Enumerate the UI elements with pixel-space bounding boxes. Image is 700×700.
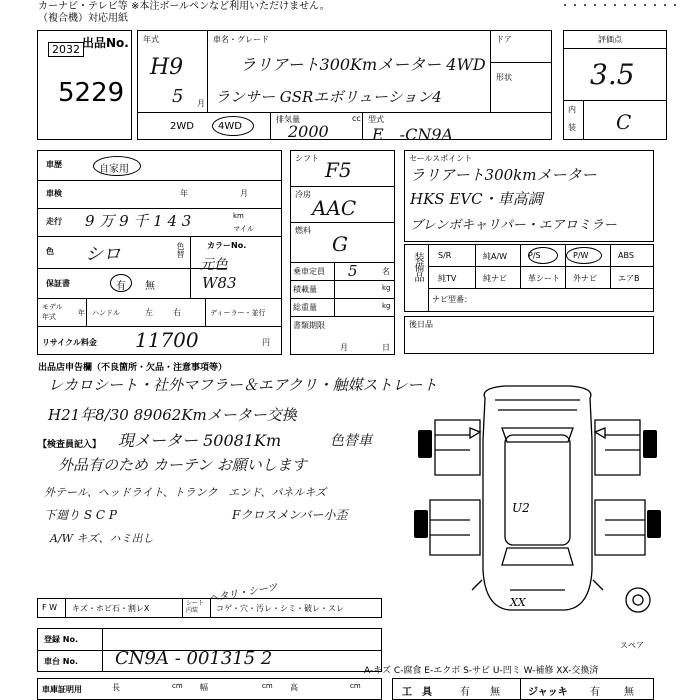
notes-label: 後日品 bbox=[409, 320, 433, 329]
damage-mark-u2: U2 bbox=[512, 501, 530, 515]
recycle-label: リサイクル料金 bbox=[42, 338, 97, 347]
warranty-no: 無 bbox=[145, 281, 155, 292]
color-label: 色 bbox=[46, 247, 54, 256]
drive-2wd: 2WD bbox=[170, 121, 194, 132]
model-year-label1: モデル bbox=[42, 303, 63, 311]
equipment-item: P/S bbox=[528, 251, 541, 260]
interior-label1: 内 bbox=[568, 105, 576, 114]
sales-point-line2: HKS EVC・車高調 bbox=[410, 190, 543, 208]
navi-label: ナビ型番： bbox=[432, 295, 472, 304]
displacement-value: 2000 bbox=[288, 122, 329, 141]
doc-deadline-label: 書類期限 bbox=[293, 321, 325, 330]
damage-legend: A-キズ C-腐食 E-エクボ S-サビ U-凹ミ W-補修 XX-交換済 bbox=[364, 666, 599, 676]
score-value: 3.5 bbox=[590, 58, 635, 91]
shaken-month: 月 bbox=[240, 189, 248, 198]
month-unit: 月 bbox=[197, 99, 205, 108]
report-line2: H21年8/30 89062Kmメーター交換 bbox=[48, 406, 297, 424]
tool-no: 無 bbox=[490, 687, 500, 698]
color-change: 色替 bbox=[176, 242, 185, 258]
name-line1: ラリアート300Kmメーター 4WD bbox=[240, 55, 486, 74]
sales-point-line3: ブレンボキャリパー・エアロミラー bbox=[410, 218, 617, 233]
header-line2: （複合機）対応用紙 bbox=[38, 13, 128, 24]
lot-stamp: 2032 bbox=[48, 42, 84, 57]
interior-seat: シート内装 bbox=[186, 600, 205, 614]
interior-label2: 装 bbox=[568, 123, 576, 132]
cert-height-unit: cm bbox=[350, 682, 361, 690]
notes-box bbox=[404, 316, 654, 354]
jack-label: ジャッキ bbox=[528, 687, 568, 698]
damage-mark-xx: XX bbox=[510, 596, 526, 609]
model-year-label2: 年式 bbox=[42, 313, 56, 321]
displacement-label: 排気量 bbox=[276, 115, 300, 124]
handle-right: 右 bbox=[173, 308, 181, 317]
cert-label: 車庫証明用 bbox=[42, 685, 82, 694]
spare-label: スペア bbox=[620, 641, 644, 650]
equipment-item: 純TV bbox=[438, 274, 457, 283]
interior-value: C bbox=[616, 110, 632, 134]
history-option: 自家用 bbox=[99, 164, 129, 175]
ac-value: AAC bbox=[312, 196, 357, 220]
model-label: 型式 bbox=[368, 115, 384, 124]
shift-value: F5 bbox=[325, 158, 352, 182]
capacity-unit: 名 bbox=[382, 267, 390, 276]
doc-day: 日 bbox=[382, 343, 390, 352]
fuel-value: G bbox=[332, 232, 348, 256]
report-label: 出品店申告欄（不良箇所・欠品・注意事項等） bbox=[38, 363, 228, 373]
equipment-item: 革シート bbox=[528, 274, 560, 283]
month-value: 5 bbox=[172, 86, 184, 107]
lot-number: 5229 bbox=[58, 78, 125, 108]
report-line5: 外テール、ヘッドライト、トランク エンド、パネルキズ bbox=[44, 486, 327, 499]
history-label: 車歴 bbox=[46, 160, 62, 169]
mileage-label: 走行 bbox=[46, 217, 62, 226]
equipment-item: P/W bbox=[573, 251, 589, 260]
reg-label: 登録 No. bbox=[44, 635, 79, 644]
report-line4: 外品有のため カーテン お願いします bbox=[58, 456, 307, 474]
warranty-label: 保証書 bbox=[46, 279, 70, 288]
ac-label: 冷房 bbox=[295, 190, 311, 199]
header-top-right: ・・・・・・・・・・・・ bbox=[560, 1, 680, 12]
name-line2: ランサー GSRエボリューション4 bbox=[215, 88, 442, 106]
load-unit: kg bbox=[382, 284, 391, 292]
shift-label: シフト bbox=[295, 154, 319, 163]
doors-label: ドア bbox=[496, 35, 512, 44]
inspector-label: 【検査員記入】 bbox=[38, 440, 102, 450]
fuel-label: 燃料 bbox=[295, 226, 311, 235]
jack-no: 無 bbox=[624, 687, 634, 698]
shaken-year: 年 bbox=[180, 189, 188, 198]
report-line6: 下廻り S C P bbox=[44, 508, 117, 522]
equipment-item: 純ナビ bbox=[483, 274, 507, 283]
tool-yes: 有 bbox=[460, 687, 470, 698]
equipment-item: S/R bbox=[438, 251, 452, 260]
handle-label: ハンドル bbox=[92, 309, 120, 317]
cert-len-unit: cm bbox=[172, 682, 183, 690]
displacement-unit: cc bbox=[352, 114, 361, 123]
mileage-value: 9 万 9 千 1 4 3 bbox=[85, 212, 192, 230]
lot-label: 出品No. bbox=[82, 36, 129, 50]
interior-annotation: ヘタリ・シーツ bbox=[207, 582, 279, 605]
load-label: 積載量 bbox=[293, 285, 317, 294]
cert-width: 幅 bbox=[200, 683, 208, 692]
mileage-unit2: マイル bbox=[233, 225, 254, 233]
score-label: 評価点 bbox=[598, 35, 622, 44]
car-diagram bbox=[410, 380, 665, 620]
cert-box bbox=[37, 678, 382, 700]
color-no: W83 bbox=[202, 274, 237, 292]
equipment-item: 外ナビ bbox=[573, 274, 597, 283]
dealer-label: ディーラー・並行 bbox=[210, 309, 266, 317]
equipment-label: 装備品 bbox=[412, 252, 423, 282]
equipment-item: 純A/W bbox=[483, 252, 508, 261]
pw-circle bbox=[566, 247, 602, 264]
header-line1: カーナビ・テレビ等 ※本注ボールペンなど利用いただけません。 bbox=[38, 1, 330, 12]
equipment-item: ABS bbox=[618, 251, 634, 260]
sales-point-line1: ラリアート300kmメーター bbox=[410, 166, 597, 184]
shape-label: 形状 bbox=[496, 73, 512, 82]
color-no-label: カラーNo. bbox=[207, 241, 247, 250]
year-label: 年式 bbox=[143, 35, 159, 44]
report-line3: 現メーター 50081Km bbox=[118, 431, 282, 450]
chassis-label: 車台 No. bbox=[44, 657, 79, 666]
doc-month: 月 bbox=[340, 343, 348, 352]
interior-exterior-types: キズ・ホビ石・割レX bbox=[72, 604, 150, 613]
warranty-yes: 有 bbox=[116, 281, 126, 292]
drive-4wd: 4WD bbox=[218, 121, 242, 132]
cert-len: 長 bbox=[112, 683, 120, 692]
jack-yes: 有 bbox=[590, 687, 600, 698]
model-year-unit: 年 bbox=[78, 309, 85, 317]
report-line3b: 色替車 bbox=[330, 433, 372, 449]
interior-types: コゲ・穴・汚レ・シミ・破レ・スレ bbox=[216, 604, 344, 613]
report-line6b: Fクロスメンバー小歪 bbox=[232, 508, 348, 522]
capacity-value: 5 bbox=[348, 262, 358, 280]
model-value: E -CN9A bbox=[372, 125, 454, 144]
recycle-unit: 円 bbox=[262, 338, 270, 347]
color-orig: 元色 bbox=[200, 257, 228, 273]
name-label: 車名・グレード bbox=[213, 35, 269, 44]
shaken-label: 車検 bbox=[46, 189, 62, 198]
ps-circle bbox=[528, 247, 558, 264]
chassis-value: CN9A - 001315 2 bbox=[115, 648, 273, 669]
report-line1: レカロシート・社外マフラー＆エアクリ・触媒ストレート bbox=[48, 376, 438, 394]
capacity-label: 乗車定員 bbox=[293, 267, 325, 276]
equipment-item: エアB bbox=[618, 274, 640, 283]
interior-fw: F W bbox=[42, 603, 58, 612]
sales-point-label: セールスポイント bbox=[409, 154, 473, 163]
report-line7: A/W キズ、ハミ出し bbox=[50, 532, 154, 545]
weight-label: 総重量 bbox=[293, 303, 317, 312]
tool-label: 工 具 bbox=[402, 687, 432, 698]
handle-left: 左 bbox=[145, 308, 153, 317]
mileage-unit1: km bbox=[233, 212, 244, 220]
recycle-value: 11700 bbox=[135, 328, 199, 352]
weight-unit: kg bbox=[382, 302, 391, 310]
year-value: H9 bbox=[150, 55, 184, 80]
color-value: シロ bbox=[85, 244, 121, 265]
cert-width-unit: cm bbox=[262, 682, 273, 690]
cert-height: 高 bbox=[290, 683, 298, 692]
